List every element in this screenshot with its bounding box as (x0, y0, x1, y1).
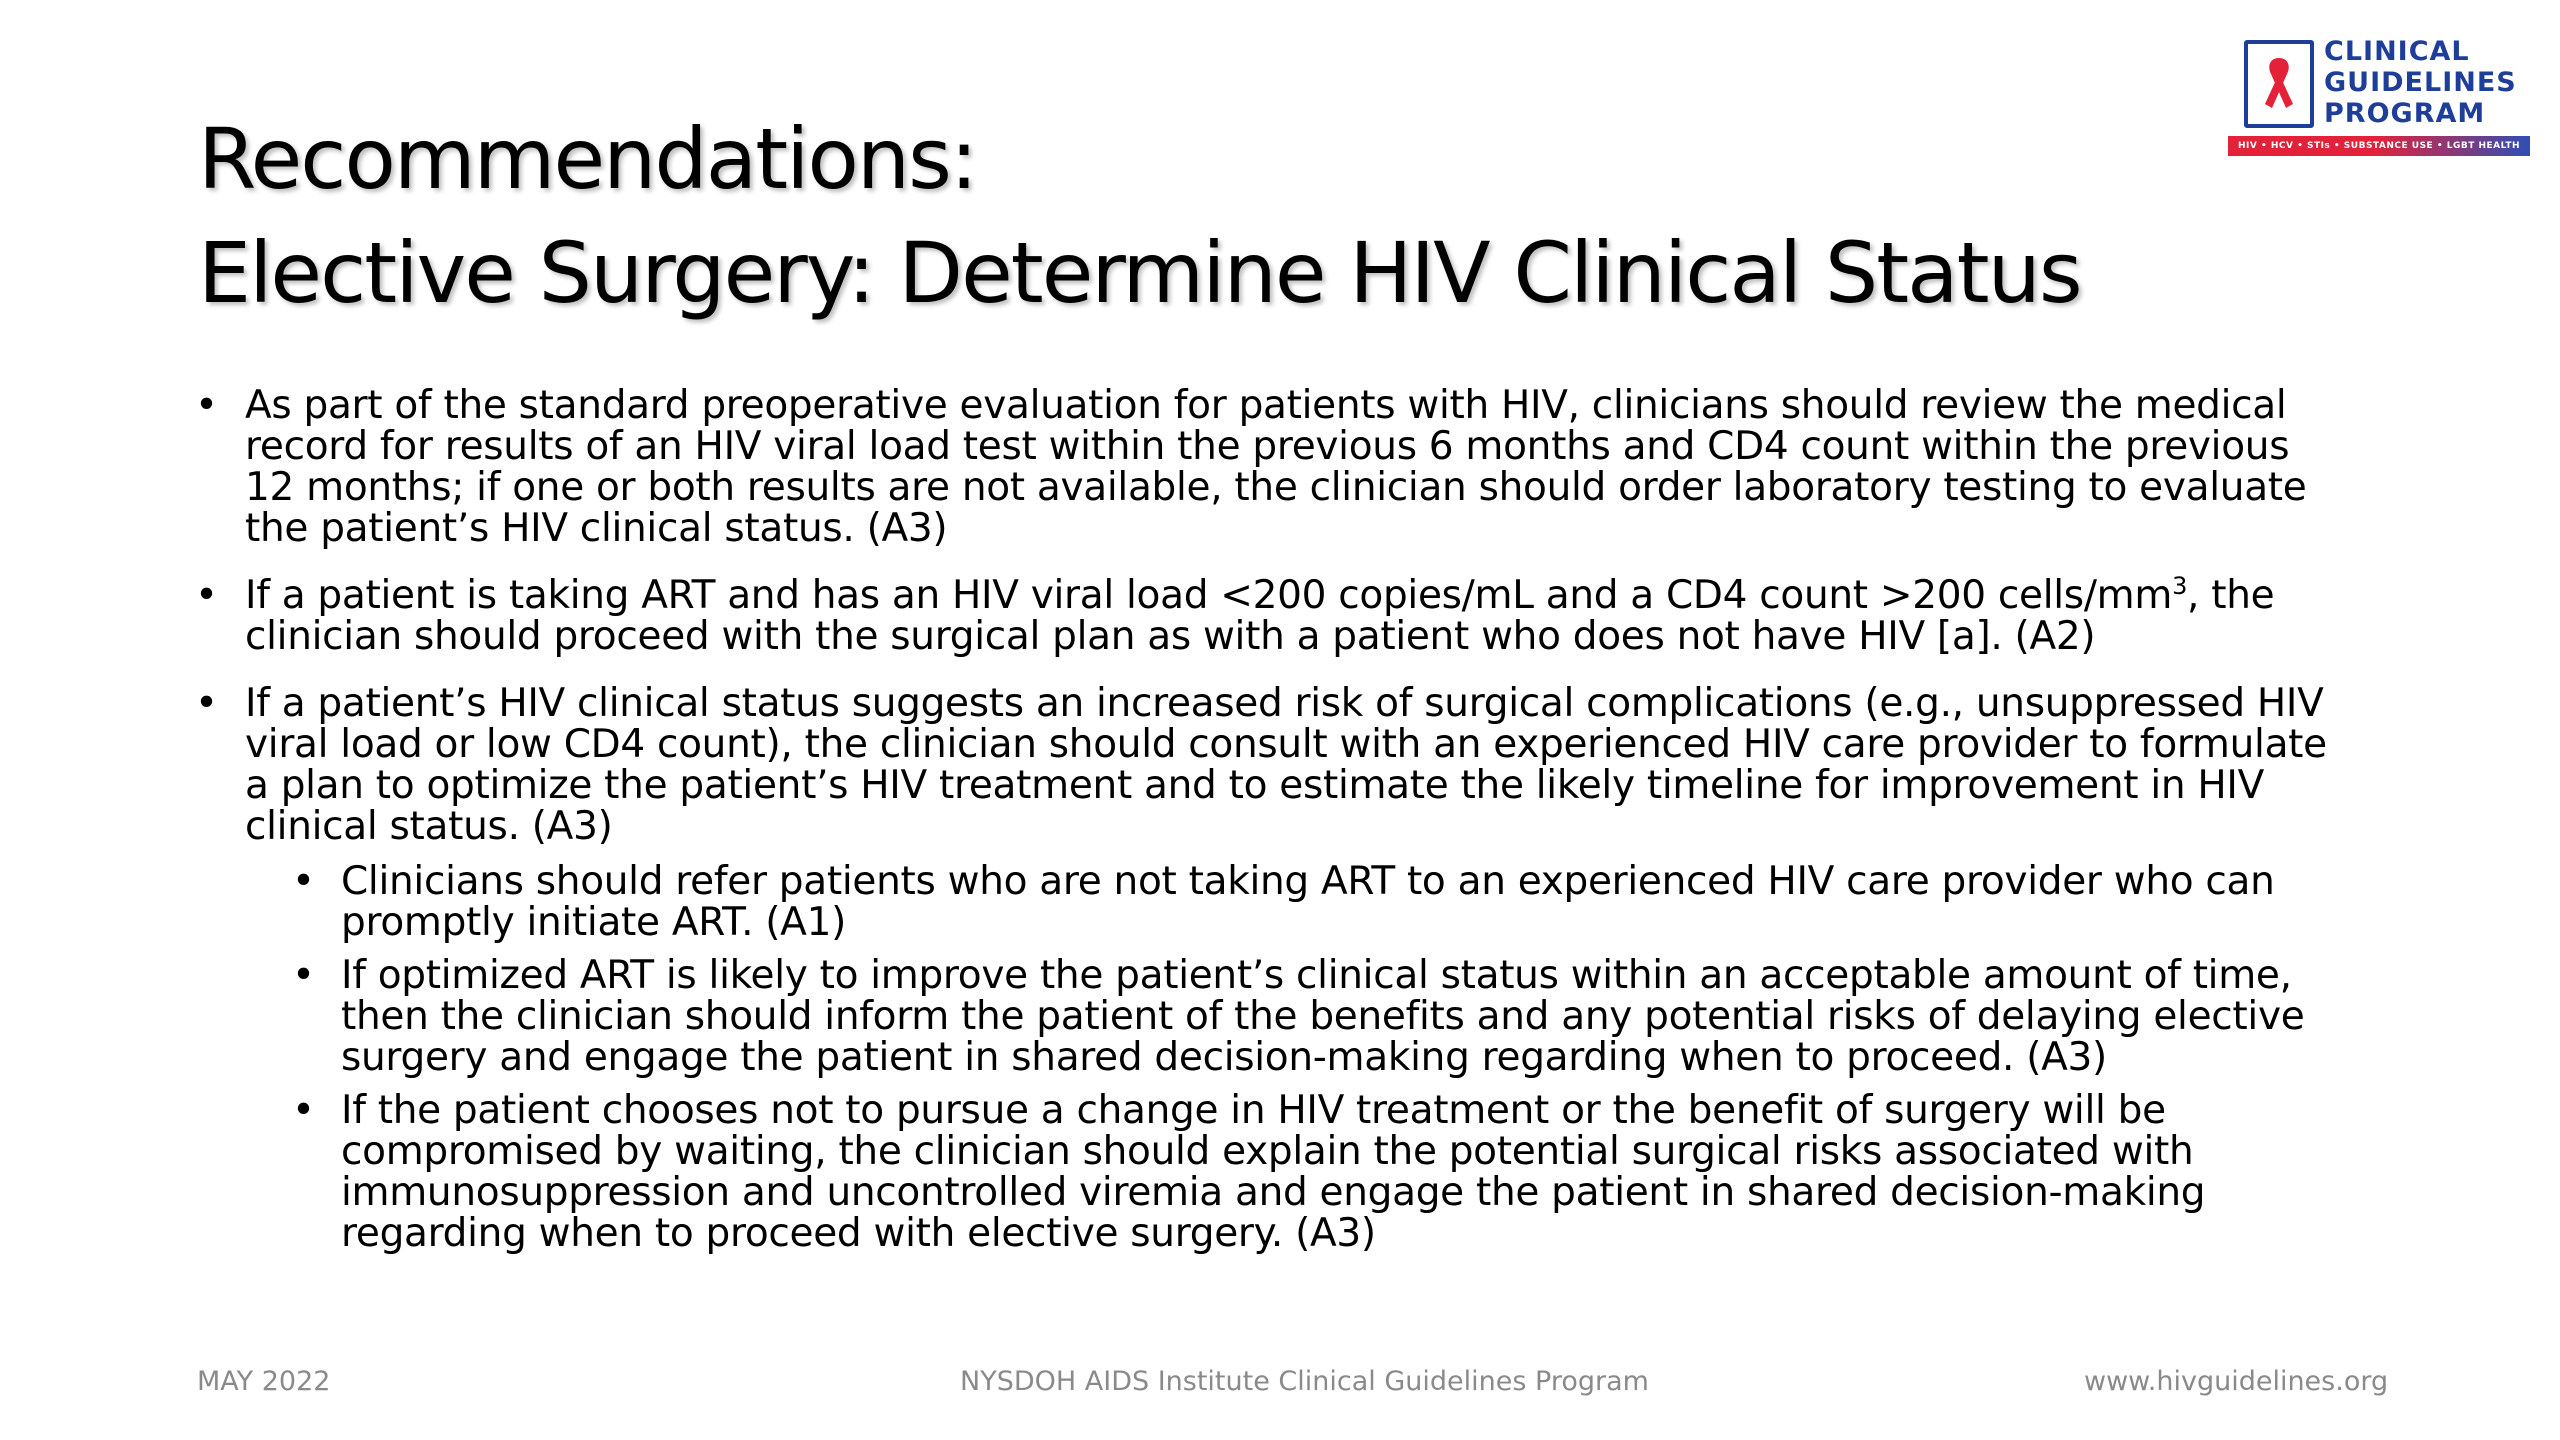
sub-bullet-item (195, 955, 2425, 1078)
title-line-1: Recommendations: (198, 110, 977, 208)
bullet-line: record for results of an HIV viral load test within the previous 6 months and CD4 count within the previous (245, 424, 2290, 469)
bullet-item (195, 385, 2425, 549)
bullet-dot: • (195, 681, 218, 726)
slide-title (198, 102, 2081, 330)
logo-line-program: PROGRAM (2324, 98, 2486, 129)
logo-line-clinical: CLINICAL (2324, 36, 2470, 67)
bullet-line: If the patient chooses not to pursue a change in HIV treatment or the benefit of surgery will be (341, 1088, 2166, 1133)
bullet-line: If optimized ART is likely to improve the patient’s clinical status within an acceptable amount of time, (341, 953, 2292, 998)
red-ribbon-icon (2258, 54, 2300, 112)
bullet-line-text: If a patient is taking ART and has an HIV viral load <200 copies/mL and a CD4 count >200 cells/mm (245, 573, 2173, 618)
footer-date: MAY 2022 (197, 1366, 331, 1397)
bullet-line: 12 months; if one or both results are not available, the clinician should order laboratory testing to evaluate (245, 465, 2307, 510)
superscript: 3 (2172, 572, 2188, 600)
sub-bullet-item (195, 1090, 2425, 1254)
bullet-line: immunosuppression and uncontrolled viremia and engage the patient in shared decision-making (341, 1170, 2206, 1215)
bullet-line: compromised by waiting, the clinician should explain the potential surgical risks associated with (341, 1129, 2194, 1174)
bullet-line: the patient’s HIV clinical status. (A3) (245, 506, 948, 551)
bullet-line: a plan to optimize the patient’s HIV treatment and to estimate the likely timeline for improvement in HIV (245, 763, 2264, 808)
bullet-line: clinician should proceed with the surgical plan as with a patient who does not have HIV [a]. (A2) (245, 614, 2096, 659)
bullet-item (195, 683, 2425, 847)
recommendations-list (195, 385, 2425, 1266)
logo-line-guidelines: GUIDELINES (2324, 67, 2517, 98)
bullet-line: clinical status. (A3) (245, 804, 613, 849)
bullet-line: If a patient’s HIV clinical status suggests an increased risk of surgical complications (e.g., unsuppressed HIV (245, 681, 2324, 726)
bullet-line: promptly initiate ART. (A1) (341, 900, 846, 945)
sub-bullet-item (195, 861, 2425, 943)
logo-strip: HIV • HCV • STIs • SUBSTANCE USE • LGBT HEALTH (2228, 136, 2530, 156)
logo-box (2244, 40, 2314, 128)
title-line-2: Elective Surgery: Determine HIV Clinical Status (198, 224, 2081, 322)
bullet-dot: • (292, 953, 315, 998)
logo-wordmark (2324, 36, 2517, 129)
bullet-dot: • (195, 573, 218, 618)
bullet-item (195, 572, 2425, 659)
bullet-line: viral load or low CD4 count), the clinician should consult with an experienced HIV care provider to formulate (245, 722, 2327, 767)
bullet-dot: • (292, 1088, 315, 1133)
bullet-dot: • (195, 383, 218, 428)
bullet-line: regarding when to proceed with elective surgery. (A3) (341, 1211, 1376, 1256)
bullet-dot: • (292, 859, 315, 904)
bullet-line-text: , the (2187, 573, 2275, 618)
bullet-line: surgery and engage the patient in shared decision-making regarding when to proceed. (A3) (341, 1035, 2107, 1080)
bullet-line: Clinicians should refer patients who are not taking ART to an experienced HIV care provider who can (341, 859, 2275, 904)
bullet-line: As part of the standard preoperative evaluation for patients with HIV, clinicians should review the medical (245, 383, 2287, 428)
bullet-line: then the clinician should inform the patient of the benefits and any potential risks of delaying elective (341, 994, 2305, 1039)
bullet-line (245, 572, 2425, 618)
clinical-guidelines-program-logo (2228, 36, 2528, 164)
footer-url: www.hivguidelines.org (2084, 1366, 2389, 1397)
footer-program: NYSDOH AIDS Institute Clinical Guidelines Program (960, 1366, 1649, 1397)
